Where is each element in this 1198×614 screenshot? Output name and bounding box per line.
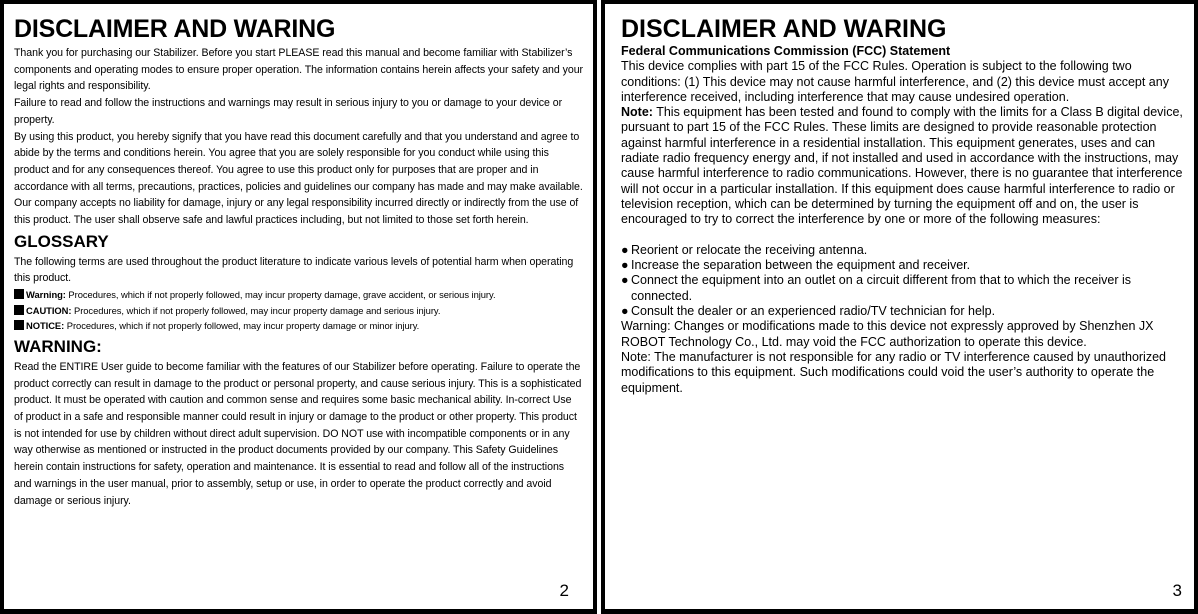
page-number: 3 [1172, 581, 1182, 600]
bullet-icon: ● [621, 242, 629, 257]
spacer [621, 228, 1186, 243]
note-text: This equipment has been tested and found to comply with the limits for a Class B digital device, pursuant to part 15 of the FCC Rules. These limits are designed to provide reasonable protection against harmful interference in a residential installation. This equipment generates, uses and can radiate radio frequency energy and, if not installed and used in accordance with the instructions, may cause harmful interference to radio communications. However, there is no guarantee that interference will not occur in a particular installation. If this equipment does cause harmful interference to radio or television reception, which can be determined by turning the equipment off and on, the user is encouraged to try to correct the interference by one or more of the following measures: [621, 105, 1183, 227]
page-number: 2 [559, 581, 569, 600]
glossary-term-label: NOTICE: [26, 320, 65, 332]
measure-item [621, 243, 1186, 258]
measure-item [621, 258, 1186, 273]
measure-text: Connect the equipment into an outlet on a circuit different from that to which the receiver is connected. [631, 273, 1132, 303]
intro-paragraph: Our company accepts no liability for damage, injury or any legal responsibility incurred directly or indirectly from the use of this product. The user shall observe safe and lawful practices including, but not limited to those set forth herein. [14, 197, 579, 227]
glossary-term-label: Warning: [26, 289, 66, 301]
measure-text: Reorient or relocate the receiving antenna. [631, 242, 868, 257]
bullet-icon: ● [621, 258, 629, 273]
manufacturer-note: Note: The manufacturer is not responsible for any radio or TV interference caused by unauthorized modifications to this equipment. Such modifications could void the user’s authority to operate the equipment. [621, 349, 1166, 395]
measure-text: Consult the dealer or an experienced radio/TV technician for help. [631, 304, 996, 319]
left-page-title: DISCLAIMER AND WARING [14, 15, 336, 43]
glossary-intro: The following terms are used throughout the product literature to indicate various levels of potential harm when operating this product. [14, 255, 574, 285]
glossary-term-caution [14, 303, 583, 319]
right-page-content [605, 4, 1194, 609]
glossary-term-notice [14, 318, 583, 334]
intro-paragraph: By using this product, you hereby signify that you have read this document carefully and that you understand and agree to abide by the terms and conditions herein. You agree that you are solely responsible for you conduct while using this product and for any consequences thereof. You agree to use this product only for purposes that are proper and in accordance with all terms, precautions, practices, policies and guidelines our company has made and may make available. [14, 130, 583, 193]
note-label: Note: [621, 105, 653, 120]
right-page [601, 0, 1198, 614]
warning-heading: WARNING: [14, 336, 102, 356]
bullet-icon: ● [621, 304, 629, 319]
left-page-content [4, 4, 593, 609]
glossary-term-definition: Procedures, which if not properly followed, may incur property damage and serious injury. [71, 304, 441, 316]
left-page [0, 0, 597, 614]
intro-paragraph: Failure to read and follow the instructions and warnings may result in serious injury to you or damage to your device or property. [14, 97, 563, 126]
warning-text: Read the ENTIRE User guide to become familiar with the features of our Stabilizer before operating. Failure to operate the product correctly can result in damage to the product or personal property, and cause serious injury. This is a sophisticated product. It must be operated with caution and common sense and requires some basic mechanical ability. In-correct Use of product in a safe and responsible manner could result in injury or damage to the product or other property. This product is not intended for use by children without direct adult supervision. DO NOT use with incompatible components or in any way otherwise as mentioned or instructed in the product documents provided by our company. This Safety Guidelines herein contain instructions for safety, operation and maintenance. It is essential to read and follow all of the instructions and warnings in the user manual, prior to assembly, setup or use, in order to operate the product correctly and avoid damage or serious injury. [14, 360, 582, 507]
square-bullet-icon [14, 305, 24, 315]
fcc-statement: This device complies with part 15 of the FCC Rules. Operation is subject to the following two conditions: (1) This device may not cause harmful interference, and (2) this device must accept any interference received, including interference that may cause undesired operation. [621, 59, 1169, 104]
glossary-term-warning [14, 287, 583, 303]
glossary-term-label: CAUTION: [26, 304, 72, 316]
glossary-term-definition: Procedures, which if not properly followed, may incur property damage or minor injury. [64, 320, 420, 332]
fcc-heading: Federal Communications Commission (FCC) Statement [621, 44, 951, 58]
glossary-term-definition: Procedures, which if not properly followed, may incur property damage, grave accident, or serious injury. [65, 289, 496, 301]
square-bullet-icon [14, 320, 24, 330]
intro-paragraph: Thank you for purchasing our Stabilizer. Before you start PLEASE read this manual and become familiar with Stabilizer’s components and operating modes to ensure proper operation. The information contains herein affects your safety and your legal rights and responsibility. [14, 47, 584, 93]
right-page-title: DISCLAIMER AND WARING [621, 15, 947, 43]
measure-item [621, 273, 1186, 304]
measure-text: Increase the separation between the equipment and receiver. [631, 258, 971, 273]
bullet-icon: ● [621, 273, 629, 288]
modification-warning: Warning: Changes or modifications made to this device not expressly approved by Shenzhen JX ROBOT Technology Co., Ltd. may void the FCC authorization to operate this device. [621, 319, 1154, 349]
glossary-heading: GLOSSARY [14, 231, 109, 251]
square-bullet-icon [14, 289, 24, 299]
fcc-note [621, 105, 1186, 227]
measure-item [621, 304, 1186, 319]
